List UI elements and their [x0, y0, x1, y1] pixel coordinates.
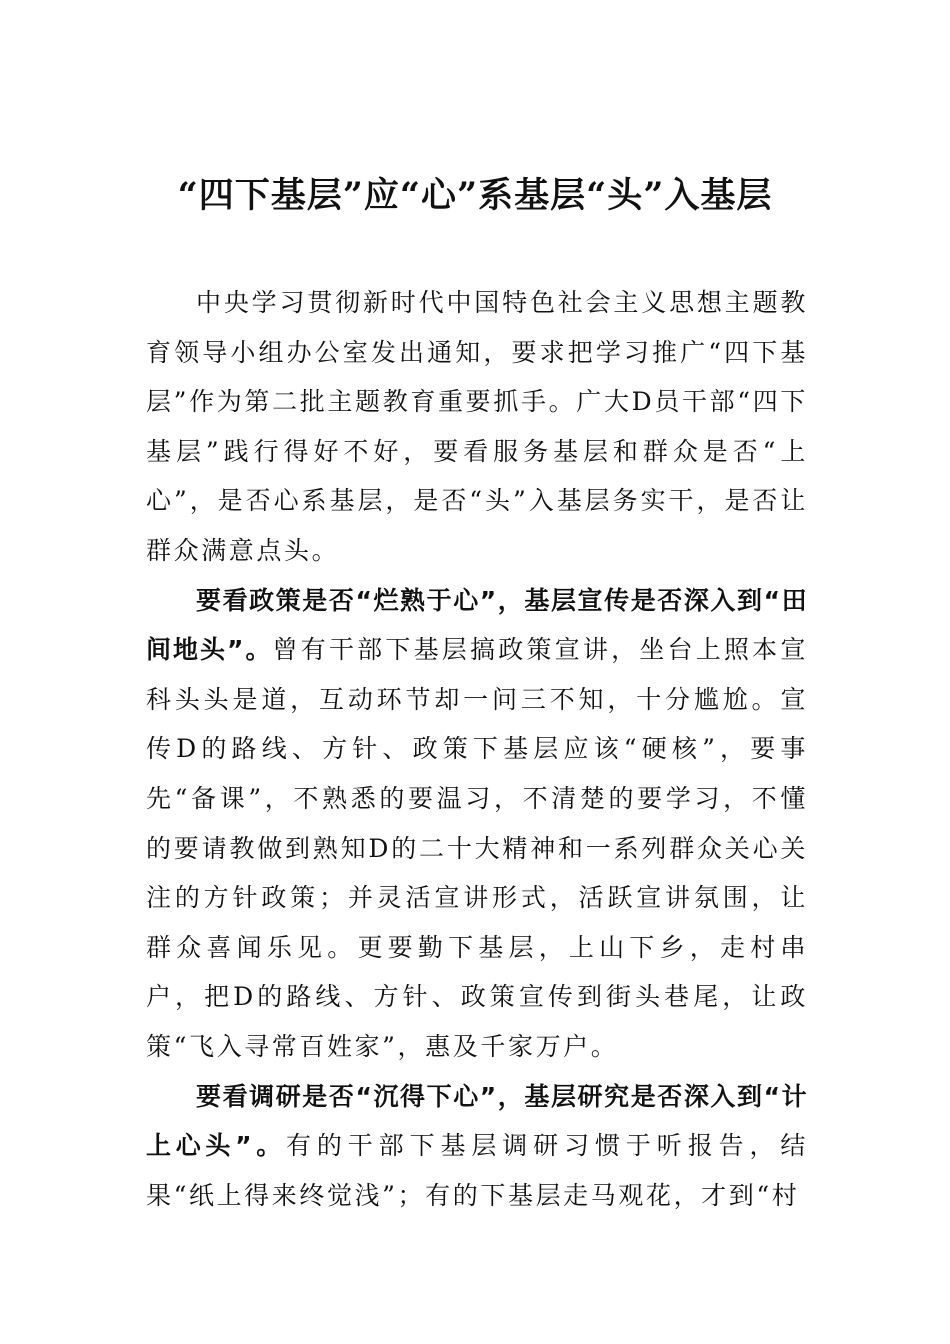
paragraph-research-heading: 要看调研是否“沉得下心”，基层研究是否深入到“计上心头”。	[146, 1081, 808, 1161]
document-title: “四下基层”应“心”系基层“头”入基层	[177, 175, 773, 216]
paragraph-research-text: 有的干部下基层调研习惯于听报告，结果“纸上得来终觉浅”；有的下基层走马观花，才到“村	[146, 1131, 808, 1210]
paragraph-policy-heading: 要看政策是否“烂熟于心”，基层宣传是否深入到“田间地头”。	[146, 585, 808, 665]
paragraph-policy-text: 曾有干部下基层搞政策宣讲，坐台上照本宣科头头是道，互动环节却一问三不知，十分尴尬。宣传D的路线、方针、政策下基层应该“硬核”，要事先“备课”，不熟悉的要温习，不清楚的要学习，不懂的要请教做到熟知D的二十大精神和一系列群众关心关注的方针政策；并灵活宣讲形式，活跃宣讲氛围，让群众喜闻乐见。更要勤下基层，上山下乡，走村串户，把D的路线、方针、政策宣传到街头巷尾，让政策“飞入寻常百姓家”，惠及千家万户。	[146, 635, 808, 1061]
paragraph-intro-text: 中央学习贯彻新时代中国特色社会主义思想主题教育领导小组办公室发出通知，要求把学习推广“四下基层”作为第二批主题教育重要抓手。广大D员干部“四下基层”践行得好不好，要看服务基层和群众是否“上心”，是否心系基层，是否“头”入基层务实干，是否让群众满意点头。	[146, 288, 808, 565]
paragraph-intro	[146, 278, 808, 576]
paragraph-policy	[146, 576, 808, 1072]
paragraph-research	[146, 1072, 808, 1221]
document-body	[146, 278, 808, 1220]
